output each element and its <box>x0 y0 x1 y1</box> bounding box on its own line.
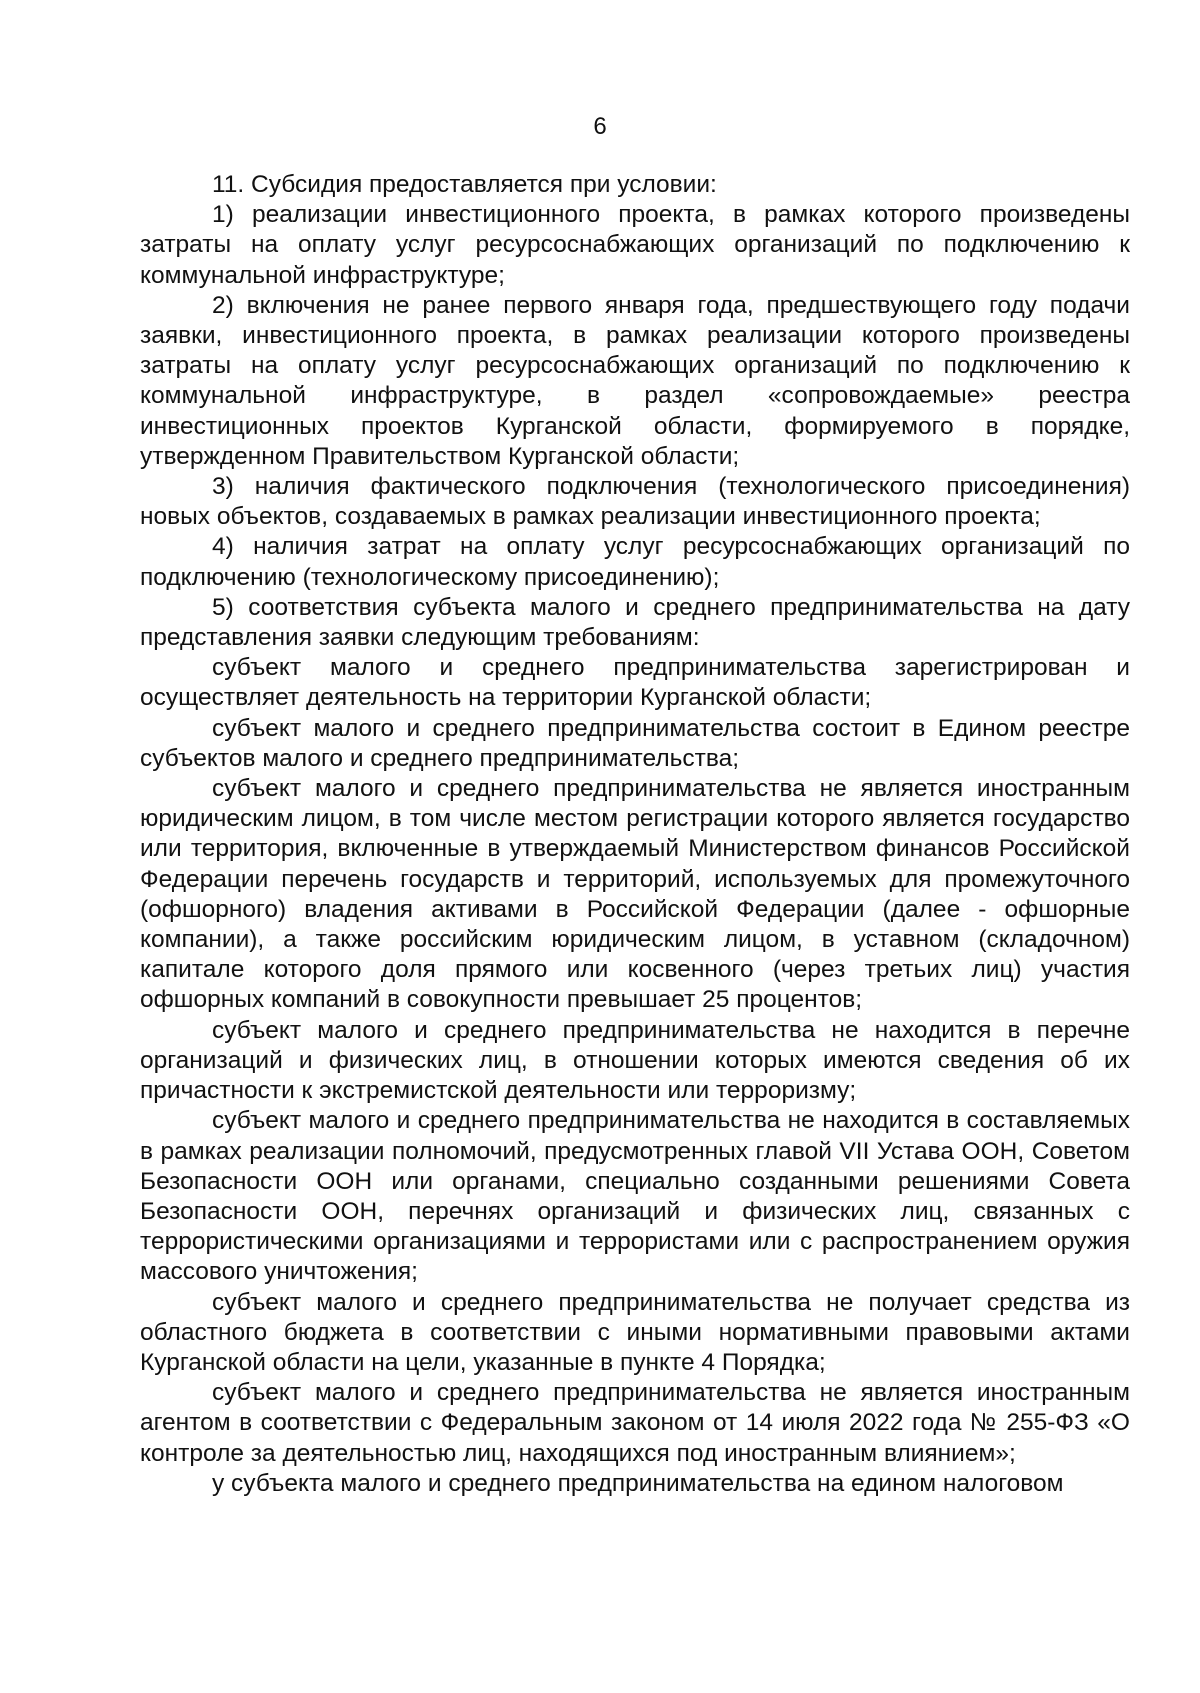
paragraph-condition-5: 5) соответствия субъекта малого и среднего предпринимательства на дату представления заявки следующим требованиям: <box>140 593 1130 652</box>
paragraph-condition-4: 4) наличия затрат на оплату услуг ресурсоснабжающих организаций по подключению (технологическому присоединению); <box>140 533 1130 591</box>
paragraph-requirement-registry: субъект малого и среднего предпринимательства состоит в Едином реестре субъектов малого и среднего предпринимательства; <box>140 714 1130 772</box>
paragraph-condition-1: 1) реализации инвестиционного проекта, в рамках которого произведены затраты на оплату услуг ресурсоснабжающих организаций по подключению к коммунальной инфраструктуре; <box>140 201 1130 289</box>
paragraph-requirement-not-foreign-agent: субъект малого и среднего предпринимательства не является иностранным агентом в соответствии с Федеральным законом от 14 июля 2022 года № 255-ФЗ «О контроле за деятельностью лиц, находящихся под иностранным влиянием»; <box>140 1379 1130 1467</box>
paragraph-requirement-not-un-list: субъект малого и среднего предпринимательства не находится в составляемых в рамках реализации полномочий, предусмотренных главой VII Устава ООН, Советом Безопасности ООН или органами, специально созданными решениями Совета Безопасности ООН, перечнях организаций и физических лиц, связанных с террористическими организациями и террористами или с распространением оружия массового уничтожения; <box>140 1107 1130 1286</box>
page-number: 6 <box>593 113 607 140</box>
paragraph-requirement-tax: у субъекта малого и среднего предпринимательства на едином налоговом <box>212 1469 1064 1497</box>
paragraph-requirement-no-other-funds: субъект малого и среднего предпринимательства не получает средства из областного бюджета в соответствии с иными нормативными правовыми актами Курганской области на цели, указанные в пункте 4 Порядка; <box>140 1288 1130 1376</box>
paragraph-item-11-heading: 11. Субсидия предоставляется при условии: <box>212 171 717 198</box>
paragraph-condition-2: 2) включения не ранее первого января года, предшествующего году подачи заявки, инвестиционного проекта, в рамках реализации которого произведены затраты на оплату услуг ресурсоснабжающих организаций по подключению к коммунальной инфраструктуре, в раздел «сопровождаемые» реестра инвестиционных проектов Курганской области, формируемого в порядке, утвержденном Правительством Курганской области; <box>140 291 1130 470</box>
document-body <box>140 170 1130 1499</box>
paragraph-condition-3: 3) наличия фактического подключения (технологического присоединения) новых объектов, создаваемых в рамках реализации инвестиционного проекта; <box>140 473 1130 531</box>
paragraph-requirement-registered: субъект малого и среднего предпринимательства зарегистрирован и осуществляет деятельность на территории Курганской области; <box>140 654 1130 712</box>
paragraph-requirement-not-extremist: субъект малого и среднего предпринимательства не находится в перечне организаций и физических лиц, в отношении которых имеются сведения об их причастности к экстремистской деятельности или терроризму; <box>140 1016 1130 1105</box>
paragraph-requirement-not-foreign: субъект малого и среднего предпринимательства не является иностранным юридическим лицом, в том числе местом регистрации которого является государство или территория, включенные в утверждаемый Министерством финансов Российской Федерации перечень государств и территорий, используемых для промежуточного (офшорного) владения активами в Российской Федерации (далее - офшорные компании), а также российским юридическим лицом, в уставном (складочном) капитале которого доля прямого или косвенного (через третьих лиц) участия офшорных компаний в совокупности превышает 25 процентов; <box>140 775 1130 1014</box>
